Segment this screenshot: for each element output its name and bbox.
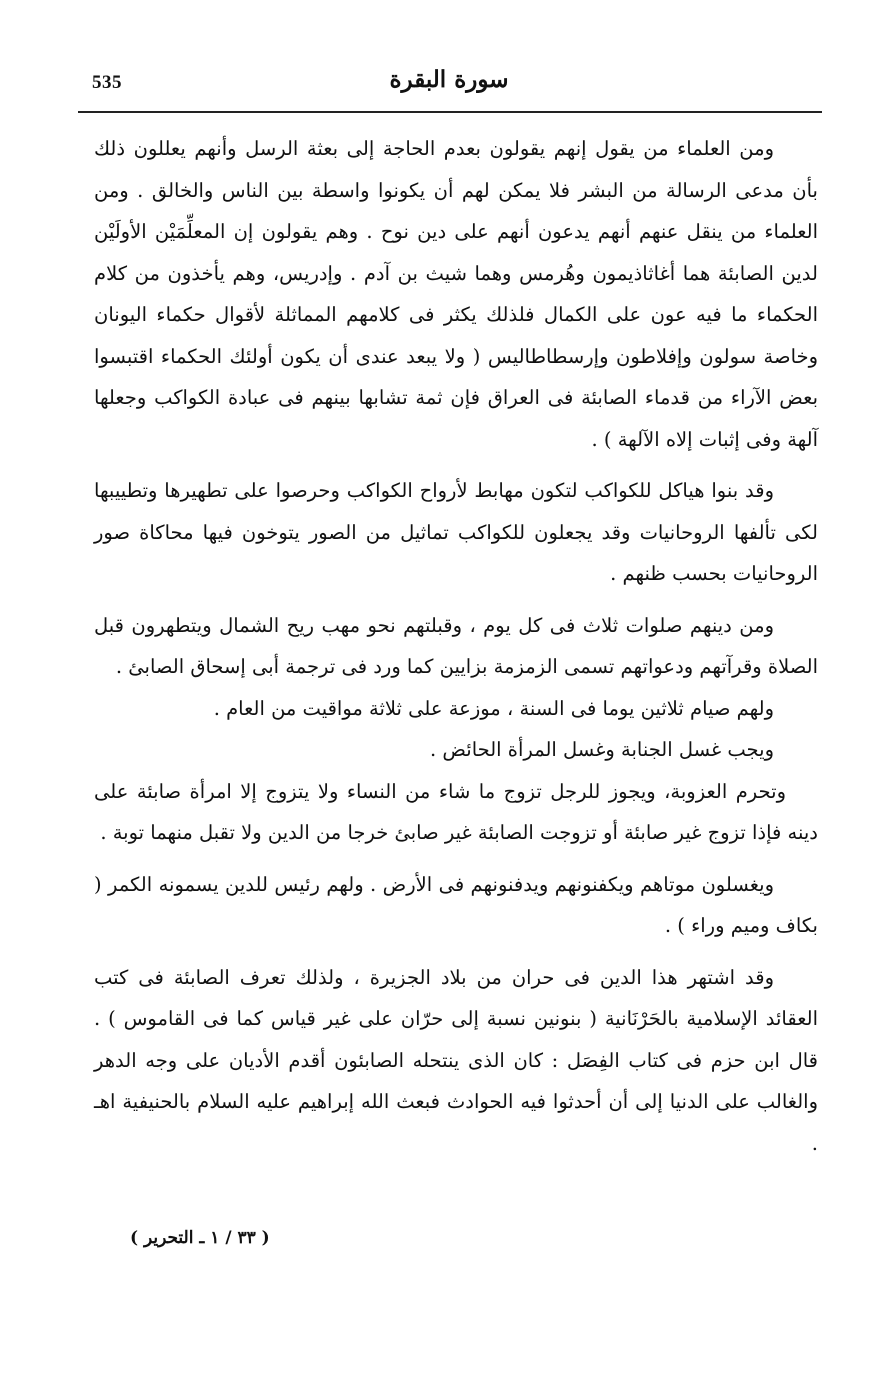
running-title: سورة البقرة	[389, 66, 509, 93]
footnote-reference: ( ٣٣ / ١ ـ التحرير )	[130, 1228, 270, 1248]
paragraph: ولهم صيام ثلاثين يوما فى السنة ، موزعة على ثلاثة مواقيت من العام .	[213, 696, 774, 720]
paragraph: ويغسلون موتاهم ويكفنونهم ويدفنونهم فى الأرض . ولهم رئيس للدين يسمونه الكمر ( بكاف وميم وراء ) .	[94, 872, 818, 937]
header-divider	[78, 111, 822, 113]
page-number: 535	[92, 72, 122, 93]
page-header	[78, 64, 820, 104]
page-body	[94, 128, 818, 1164]
paragraph: ومن دينهم صلوات ثلاث فى كل يوم ، وقبلتهم نحو مهب ريح الشمال ويتطهرون قبل الصلاة وقرآتهم ودعواتهم تسمى الزمزمة بزايين كما ورد فى ترجمة أبى إسحاق الصابئ .	[94, 613, 818, 678]
paragraph: وتحرم العزوبة، ويجوز للرجل تزوج ما شاء من النساء ولا يتزوج إلا امرأة صابئة على دينه فإذا تزوج غير صابئة أو تزوجت الصابئة غير صابئ خرجا من الدين ولا تقبل منهما توبة .	[94, 779, 818, 844]
paragraph: وقد بنوا هياكل للكواكب لتكون مهابط لأرواح الكواكب وحرصوا على تطهيرها وتطييبها لكى تألفها الروحانيات وقد يجعلون للكواكب تماثيل من الصور يتوخون فيها محاكاة صور الروحانيات بحسب ظنهم .	[94, 479, 818, 585]
paragraph: ويجب غسل الجنابة وغسل المرأة الحائض .	[430, 738, 774, 761]
paragraph: ومن العلماء من يقول إنهم يقولون بعدم الحاجة إلى بعثة الرسل وأنهم يعللون ذلك بأن مدعى الرسالة من البشر فلا يمكن لهم أن يكونوا واسطة بين الناس والخالق . ومن العلماء من ينقل عنهم أنهم يدعون أنهم على دين نوح . وهم يقولون إن المعلِّمَيْن الأولَيْن لدين الصابئة هما أغاثاذيمون وهُرمس وهما شيث بن آدم . وإدريس، وهم يأخذون من كلام الحكماء ما فيه عون على الكمال فلذلك يكثر فى كلامهم المماثلة لأقوال حكماء اليونان وخاصة سولون وإفلاطون وإرسطاطاليس ( ولا يبعد عندى أن يكون أولئك الحكماء اقتبسوا بعض الآراء من قدماء الصابئة فى العراق فإن ثمة تشابها بينهم فى عبادة الكواكب وجعلها آلهة وفى إثبات إلاه الآلهة ) .	[94, 137, 818, 451]
paragraph: وقد اشتهر هذا الدين فى حران من بلاد الجزيرة ، ولذلك تعرف الصابئة فى كتب العقائد الإسلامية بالحَرْنَانية ( بنونين نسبة إلى حرّان على غير قياس كما فى القاموس ) . قال ابن حزم فى كتاب الفِصَل : كان الذى ينتحله الصابئون أقدم الأديان على وجه الدهر والغالب على الدنيا إلى أن أحدثوا فيه الحوادث فبعث الله إبراهيم عليه السلام بالحنيفية اهـ .	[94, 965, 818, 1155]
